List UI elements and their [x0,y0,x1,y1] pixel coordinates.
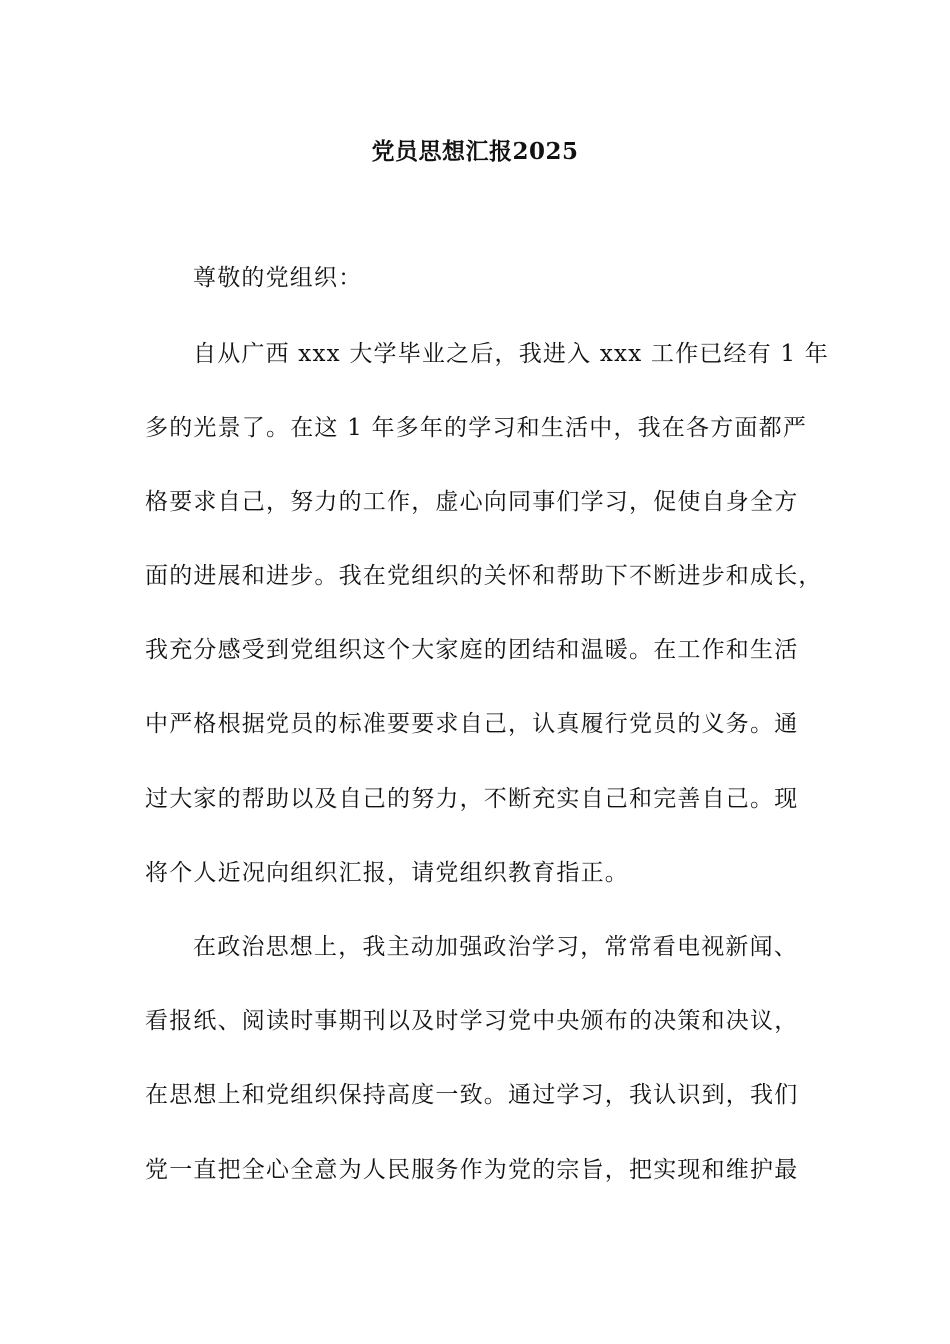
document-title: 党员思想汇报2025 [371,138,579,165]
body-line: 将个人近况向组织汇报，请党组织教育指正。 [145,860,629,886]
body-line: 党一直把全心全意为人民服务作为党的宗旨，把实现和维护最 [145,1157,799,1183]
body-line: 自从广西 xxx 大学毕业之后，我进入 xxx 工作已经有 1 年 [193,341,829,367]
body-line: 多的光景了。在这 1 年多年的学习和生活中，我在各方面都严 [145,415,808,441]
salutation: 尊敬的党组织： [193,265,363,291]
body-line: 看报纸、阅读时事期刊以及时学习党中央颁布的决策和决议， [145,1008,799,1034]
body-line: 在思想上和党组织保持高度一致。通过学习，我认识到，我们 [145,1082,799,1108]
body-line: 中严格根据党员的标准要要求自己，认真履行党员的义务。通 [145,711,799,737]
body-line: 在政治思想上，我主动加强政治学习，常常看电视新闻、 [193,934,798,960]
body-line: 过大家的帮助以及自己的努力，不断充实自己和完善自己。现 [145,786,799,812]
body-line: 面的进展和进步。我在党组织的关怀和帮助下不断进步和成长， [145,563,823,589]
body-line: 我充分感受到党组织这个大家庭的团结和温暖。在工作和生活 [145,637,799,663]
body-line: 格要求自己，努力的工作，虚心向同事们学习，促使自身全方 [145,489,799,515]
